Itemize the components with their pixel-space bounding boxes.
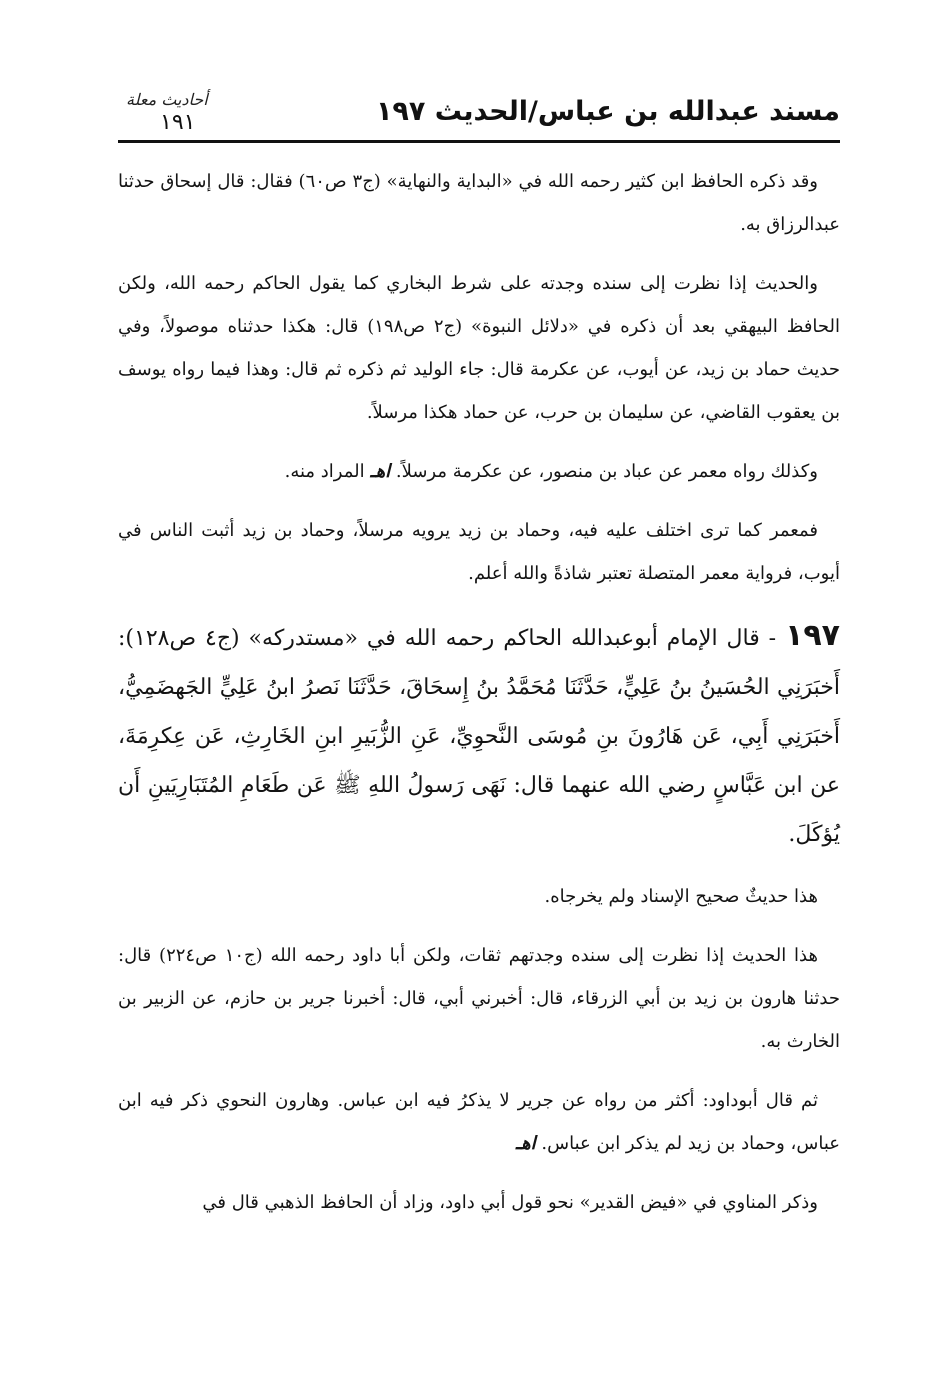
handwritten-margin-note: أحاديث معلة [126,90,208,109]
paragraph: هذا الحديث إذا نظرت إلى سنده وجدتهم ثقات، ولكن أبا داود رحمه الله (ج١٠ ص٢٢٤) قال: حدثنا هارون بن زيد بن أبي الزرقاء، قال: أخبرني أبي، قال: أخبرنا جرير بن حازم، عن الزبير بن الخارث به. [118,945,840,1052]
ah-marker: اهـ [370,461,391,482]
hadith-entry [118,611,840,859]
ah-marker: اهـ [515,1133,536,1154]
page-number: ١٩١ [160,110,196,135]
paragraph-tail: المراد منه. [284,461,365,482]
paragraph: والحديث إذا نظرت إلى سنده وجدته على شرط البخاري كما يقول الحاكم رحمه الله، ولكن الحافظ البيهقي بعد أن ذكره في «دلائل النبوة» (ج٢ ص١٩٨) قال: هكذا حدثناه موصولاً، وفي حديث حماد بن زيد، عن أيوب، عن عكرمة قال: جاء الوليد ثم ذكره ثم قال: وهذا فيما رواه يوسف بن يعقوب القاضي، عن سليمان بن حرب، عن حماد هكذا مرسلاً. [118,273,841,423]
paragraph-text: ثم قال أبوداود: أكثر من رواه عن جرير لا يذكرُ فيه ابن عباس. وهارون النحوي ذكر فيه ابن عباس، وحماد بن زيد لم يذكر ابن عباس. [118,1090,840,1154]
hadith-number: ١٩٧ [785,618,840,653]
running-header-title: مسند عبدالله بن عباس/الحديث ١٩٧ [375,96,840,127]
paragraph [118,450,840,493]
hadith-text: - قال الإمام أبوعبدالله الحاكم رحمه الله في «مستدركه» (ج٤ ص١٢٨): أَخبَرَنِي الحُسَينُ بنُ عَلِيٍّ، حَدَّثَنَا مُحَمَّدُ بنُ إِسحَاقَ، حَدَّثَنَا نَصرُ ابنُ عَلِيٍّ الجَهضَمِيُّ، أَخبَرَنِي أَبِي، عَن هَارُونَ بنِ مُوسَى النَّحوِيِّ، عَنِ الزُّبَيرِ ابنِ الخَارِثِ، عَن عِكرِمَةَ، عن ابن عَبَّاسٍ رضي الله عنهما قال: نَهَى رَسولُ اللهِ ﷺ عَن طَعَامِ المُتَبَارِيَينِ أَن يُؤكَلَ. [118,626,840,847]
page-body [118,160,840,1240]
hadith-grading: هذا حديثٌ صحيح الإسناد ولم يخرجاه. [544,886,818,907]
paragraph: وقد ذكره الحافظ ابن كثير رحمه الله في «البداية والنهاية» (ج٣ ص٦٠) فقال: قال إسحاق حدثنا عبدالرزاق به. [118,171,840,235]
paragraph: فمعمر كما ترى اختلف عليه فيه، وحماد بن زيد يرويه مرسلاً، وحماد بن زيد أثبت الناس في أيوب، فرواية معمر المتصلة تعتبر شاذةً والله أعلم. [118,520,840,584]
paragraph: وذكر المناوي في «فيض القدير» نحو قول أبي داود، وزاد أن الحافظ الذهبي قال في [202,1192,818,1213]
paragraph [118,1079,840,1165]
header-rule [118,140,840,143]
page-header [118,90,840,150]
paragraph-text: وكذلك رواه معمر عن عباد بن منصور، عن عكرمة مرسلاً. [395,461,818,482]
